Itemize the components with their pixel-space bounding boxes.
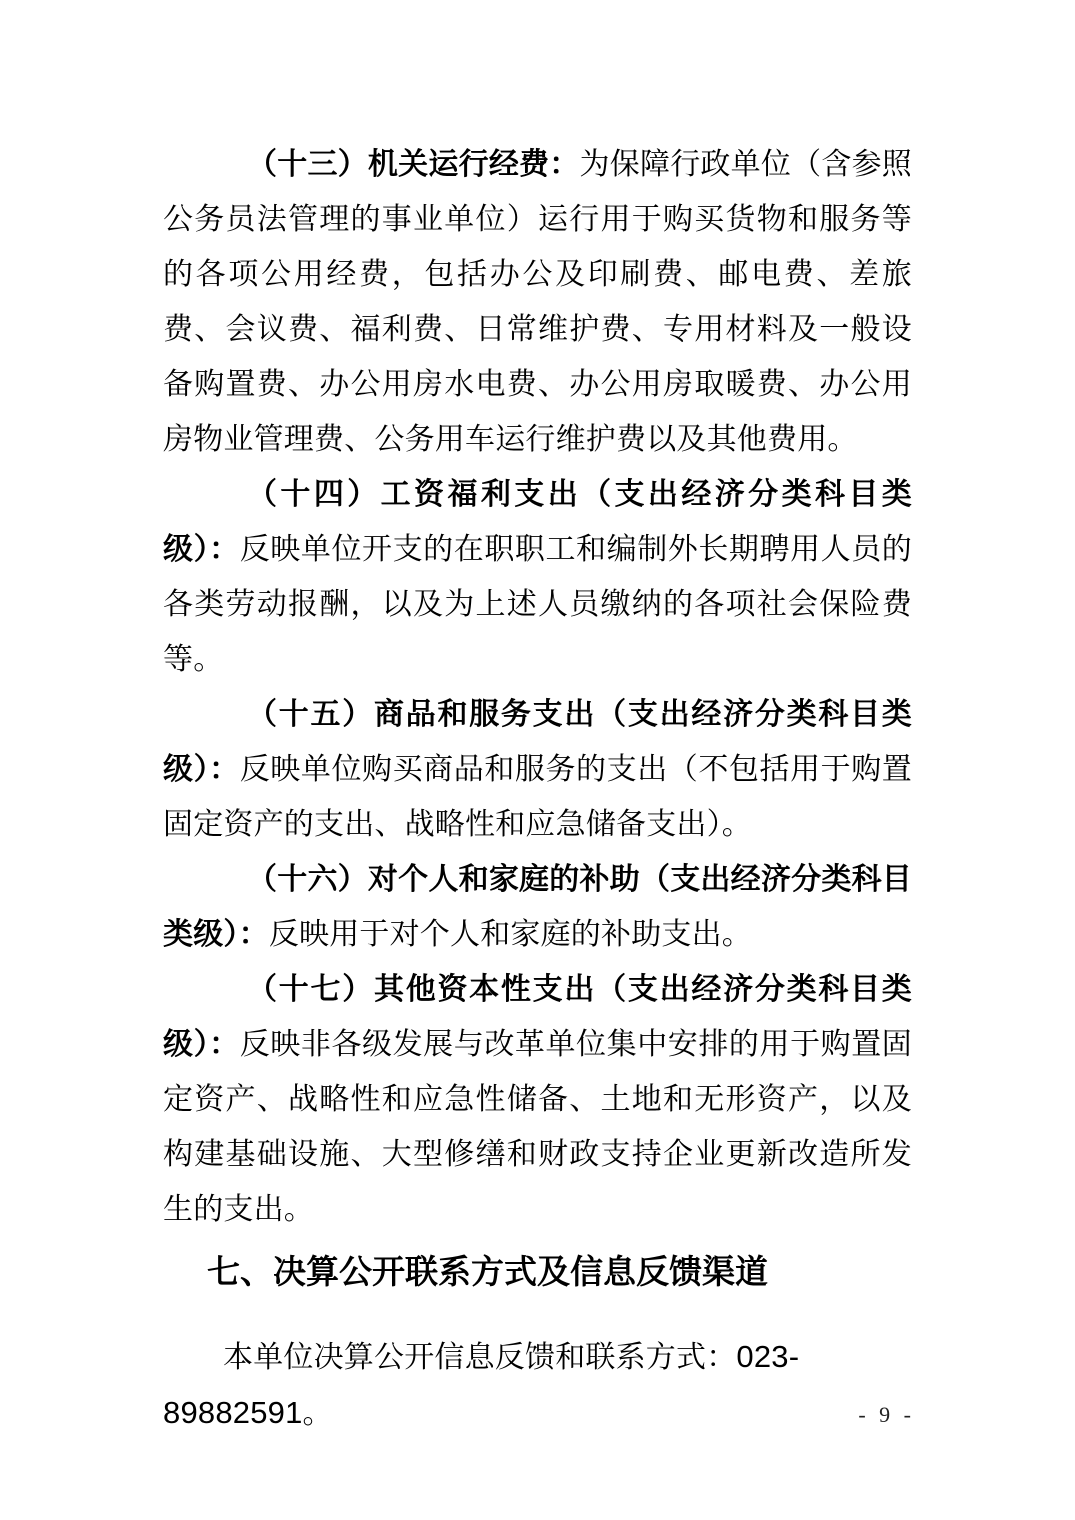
- paragraph-text: 为保障行政单位（含参照公务员法管理的事业单位）运行用于购买货物和服务等的各项公用经费，包括办公及印刷费、邮电费、差旅费、会议费、福利费、日常维护费、专用材料及一般设备购置费、办公用房水电费、办公用房取暖费、办公用房物业管理费、公务用车运行维护费以及其他费用。: [163, 148, 912, 456]
- contact-phone: 023-89882591: [163, 1339, 800, 1430]
- paragraph-lead: （十三）机关运行经费：: [247, 148, 580, 181]
- paragraph-item-14: [163, 467, 912, 687]
- paragraph-item-16: [163, 852, 912, 962]
- page-number: - 9 -: [858, 1402, 915, 1427]
- contact-label: 本单位决算公开信息反馈和联系方式：: [223, 1341, 737, 1374]
- paragraph-lead: （十四）工资福利支出（支出经济分类科目类级）：: [163, 478, 912, 566]
- paragraph-item-17: [163, 962, 912, 1237]
- document-body: [163, 137, 912, 1441]
- paragraph-text: 反映用于对个人和家庭的补助支出。: [268, 918, 753, 951]
- paragraph-item-15: [163, 687, 912, 852]
- paragraph-lead: （十七）其他资本性支出（支出经济分类科目类级）：: [163, 973, 912, 1061]
- paragraph-item-13: [163, 137, 912, 467]
- paragraph-text: 反映非各级发展与改革单位集中安排的用于购置固定资产、战略性和应急性储备、土地和无形资产，以及构建基础设施、大型修缮和财政支持企业更新改造所发生的支出。: [163, 1028, 912, 1226]
- contact-period: 。: [302, 1397, 333, 1430]
- paragraph-lead: （十六）对个人和家庭的补助（支出经济分类科目类级）：: [163, 863, 912, 951]
- section-heading: 七、决算公开联系方式及信息反馈渠道: [207, 1253, 768, 1290]
- paragraph-text: 反映单位购买商品和服务的支出（不包括用于购置固定资产的支出、战略性和应急储备支出）。: [163, 753, 912, 841]
- paragraph-lead: （十五）商品和服务支出（支出经济分类科目类级）：: [163, 698, 912, 786]
- contact-line: [163, 1329, 912, 1441]
- paragraph-text: 反映单位开支的在职职工和编制外长期聘用人员的各类劳动报酬，以及为上述人员缴纳的各项社会保险费等。: [163, 533, 912, 676]
